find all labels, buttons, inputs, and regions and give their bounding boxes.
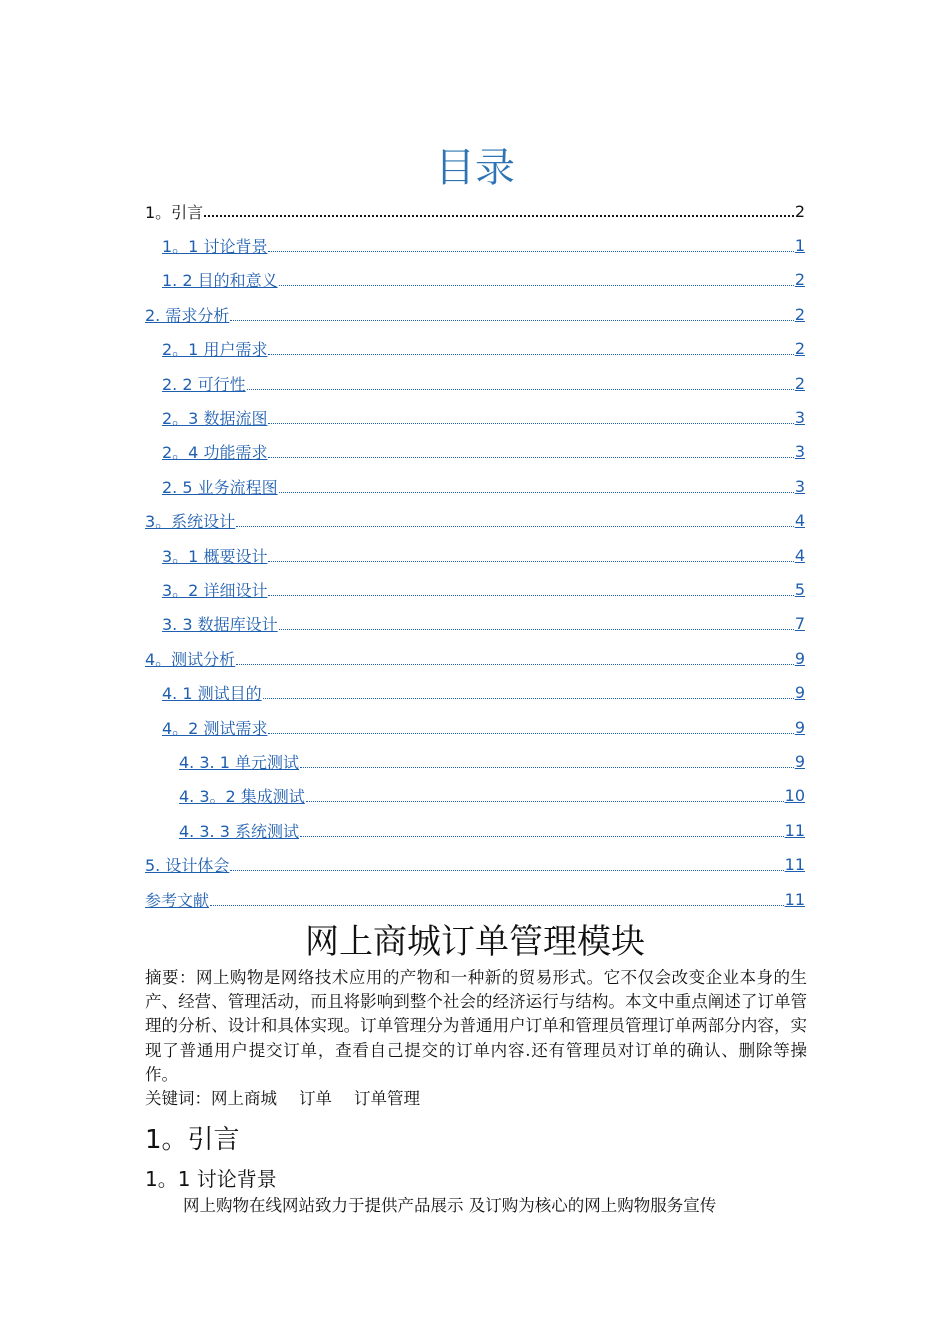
toc-entry-page: 9 (794, 751, 805, 771)
toc-entry-label: 4。测试分析 (145, 649, 236, 669)
toc-entry-page: 2 (794, 201, 805, 221)
toc-entry-page: 4 (794, 545, 805, 565)
section-1-1-paragraph: 网上购物在线网站致力于提供产品展示 及订购为核心的网上购物服务宣传 (183, 1196, 717, 1215)
section-heading-1: 1。引言 (145, 1125, 240, 1155)
toc-entry-2-5[interactable] (145, 469, 805, 503)
toc-entry-label: 5. 设计体会 (145, 856, 230, 876)
toc-leader-dots (268, 733, 793, 734)
toc-entry-3-1[interactable] (145, 538, 805, 572)
document-title: 网上商城订单管理模块 (305, 922, 645, 962)
toc-entry-page: 3 (794, 408, 805, 428)
toc-entry-3-2[interactable] (145, 572, 805, 606)
toc-leader-dots (236, 526, 794, 527)
toc-entry-label: 1。1 讨论背景 (162, 237, 268, 257)
toc-entry-label: 2. 需求分析 (145, 305, 230, 325)
toc-entry-page: 7 (794, 614, 805, 634)
toc-entry-page: 2 (794, 304, 805, 324)
toc-entry-4-3-2[interactable] (145, 779, 805, 813)
toc-entry-2-3[interactable] (145, 400, 805, 434)
toc-entry-label: 2。3 数据流图 (162, 409, 268, 429)
toc-leader-dots (236, 664, 794, 665)
toc-entry-2[interactable] (145, 297, 805, 331)
table-of-contents (145, 194, 805, 916)
toc-entry-2-1[interactable] (145, 332, 805, 366)
toc-leader-dots (268, 251, 793, 252)
toc-entry-page: 2 (794, 270, 805, 290)
toc-leader-dots (210, 905, 784, 906)
toc-entry-4-3-1[interactable] (145, 744, 805, 778)
toc-leader-dots (263, 698, 794, 699)
toc-entry-label: 3。系统设计 (145, 512, 236, 532)
toc-entry-page: 9 (794, 648, 805, 668)
toc-leader-dots (306, 801, 784, 802)
toc-leader-dots (230, 870, 783, 871)
keyword: 订单管理 (354, 1089, 420, 1109)
toc-entry-page: 11 (784, 889, 805, 909)
toc-entry-page: 11 (784, 820, 805, 840)
toc-entry-page: 3 (794, 442, 805, 462)
toc-leader-dots (279, 492, 794, 493)
toc-leader-dots (268, 457, 793, 458)
keywords-label: 关键词：网上商城 (145, 1089, 277, 1109)
toc-entry-page: 4 (794, 511, 805, 531)
toc-entry-references[interactable] (145, 882, 805, 916)
toc-entry-4[interactable] (145, 641, 805, 675)
toc-entry-label: 3。1 概要设计 (162, 546, 268, 566)
toc-entry-label: 4. 3. 1 单元测试 (179, 752, 299, 772)
abstract-paragraph: 摘要：网上购物是网络技术应用的产物和一种新的贸易形式。它不仅会改变企业本身的生产、经营、管理活动，而且将影响到整个社会的经济运行与结构。本文中重点阐述了订单管理的分析、设计和具体实现。订单管理分为普通用户订单和管理员管理订单两部分内容，实现了普通用户提交订单，查看自己提交的订单内容.还有管理员对订单的确认、删除等操作。 (145, 968, 807, 1084)
toc-entry-4-3-3[interactable] (145, 813, 805, 847)
toc-entry-page: 9 (794, 717, 805, 737)
toc-leader-dots (279, 285, 794, 286)
toc-entry-label: 2. 2 可行性 (162, 374, 246, 394)
toc-entry-2-2[interactable] (145, 366, 805, 400)
abstract-block (145, 966, 807, 1111)
toc-leader-dots (204, 215, 794, 217)
keywords-line (145, 1087, 807, 1111)
toc-entry-label: 4。2 测试需求 (162, 718, 268, 738)
toc-title: 目录 (435, 145, 515, 191)
toc-entry-label: 1。引言 (145, 202, 204, 222)
toc-entry-label: 4. 3。2 集成测试 (179, 787, 305, 807)
toc-leader-dots (268, 595, 793, 596)
toc-entry-1-1[interactable] (145, 228, 805, 262)
toc-entry-page: 1 (794, 236, 805, 256)
toc-leader-dots (247, 389, 794, 390)
toc-leader-dots (300, 767, 794, 768)
toc-entry-label: 3。2 详细设计 (162, 580, 268, 600)
toc-entry-page: 9 (794, 683, 805, 703)
toc-entry-4-1[interactable] (145, 675, 805, 709)
toc-entry-label: 4. 1 测试目的 (162, 684, 262, 704)
toc-entry-4-2[interactable] (145, 710, 805, 744)
toc-entry-label: 2。1 用户需求 (162, 340, 268, 360)
toc-entry-page: 5 (794, 579, 805, 599)
toc-entry-page: 10 (784, 786, 805, 806)
toc-entry-label: 2. 5 业务流程图 (162, 477, 278, 497)
toc-leader-dots (300, 836, 784, 837)
toc-entry-1[interactable] (145, 194, 805, 228)
toc-entry-label: 1. 2 目的和意义 (162, 271, 278, 291)
toc-entry-3-3[interactable] (145, 607, 805, 641)
toc-entry-5[interactable] (145, 847, 805, 881)
toc-leader-dots (230, 320, 793, 321)
toc-entry-page: 2 (794, 339, 805, 359)
toc-leader-dots (268, 423, 793, 424)
toc-entry-page: 11 (784, 855, 805, 875)
toc-leader-dots (268, 354, 793, 355)
toc-entry-page: 2 (794, 373, 805, 393)
toc-leader-dots (268, 561, 793, 562)
toc-entry-3[interactable] (145, 504, 805, 538)
toc-entry-label: 4. 3. 3 系统测试 (179, 821, 299, 841)
toc-entry-1-2[interactable] (145, 263, 805, 297)
toc-entry-label: 2。4 功能需求 (162, 443, 268, 463)
toc-entry-page: 3 (794, 476, 805, 496)
toc-entry-label: 3. 3 数据库设计 (162, 615, 278, 635)
keyword: 订单 (299, 1089, 332, 1109)
toc-leader-dots (279, 629, 794, 630)
toc-entry-2-4[interactable] (145, 435, 805, 469)
section-heading-1-1: 1。1 讨论背景 (145, 1167, 277, 1191)
toc-entry-label: 参考文献 (145, 890, 210, 910)
